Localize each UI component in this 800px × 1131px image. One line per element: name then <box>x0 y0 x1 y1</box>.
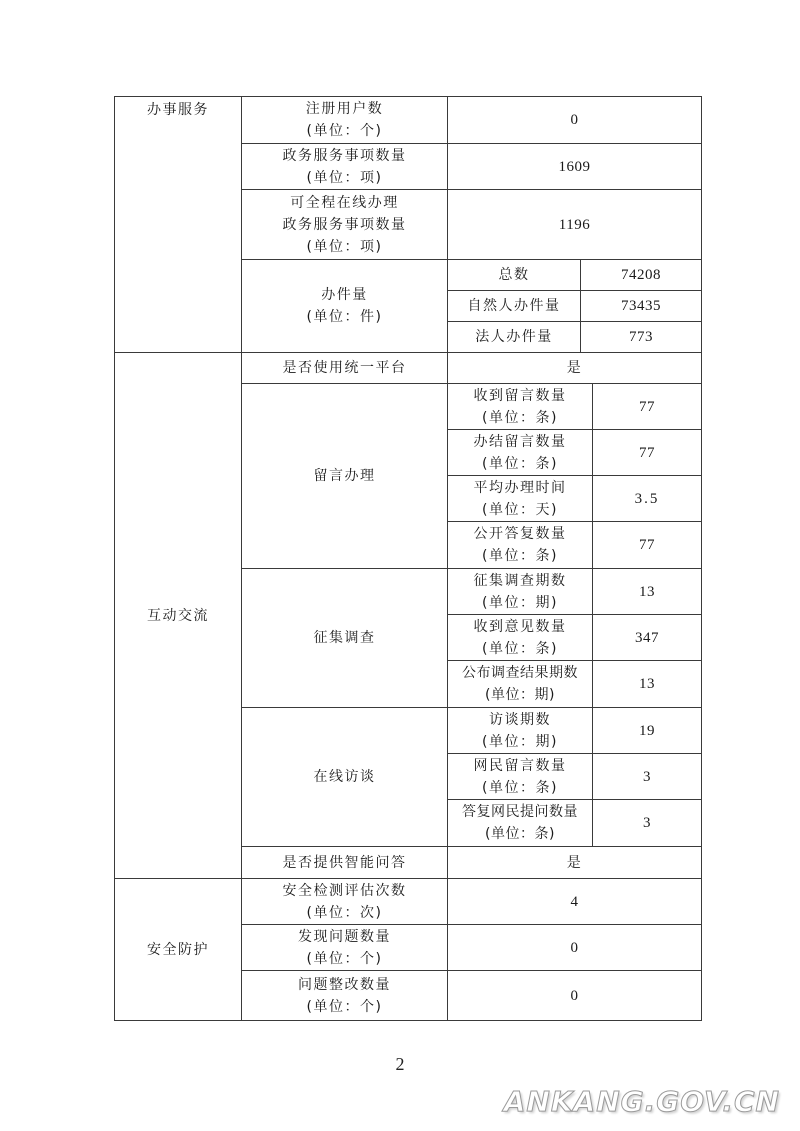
watermark: ANKANG.GOV.CN <box>503 1085 780 1118</box>
section-interaction-label: 互动交流 <box>147 607 209 624</box>
interview-label: 在线访谈 <box>313 769 376 785</box>
interview-periods-value: 19 <box>639 722 655 739</box>
volume-total-value: 74208 <box>621 267 661 283</box>
messages-closed-value: 77 <box>639 444 655 461</box>
service-items-value: 1609 <box>558 158 591 175</box>
service-items-label: 政务服务事项数量 (单位：项) <box>282 147 407 186</box>
interview-replies-label: 答复网民提问数量 (单位：条) <box>462 804 578 842</box>
registered-users-label: 注册用户数 (单位：个) <box>305 101 384 139</box>
unified-platform-value: 是 <box>566 360 583 376</box>
messages-received-value: 77 <box>639 398 655 415</box>
volume-total-label: 总数 <box>498 267 530 283</box>
messages-avg-time-value: 3.5 <box>634 490 660 507</box>
survey-opinions-label: 收到意见数量 (单位：条) <box>473 618 567 657</box>
volume-legal-person-value: 773 <box>629 329 653 345</box>
online-items-value: 1196 <box>558 216 591 233</box>
messages-public-reply-value: 77 <box>639 537 655 553</box>
section-office-label: 办事服务 <box>147 102 209 118</box>
survey-opinions-value: 347 <box>635 629 659 646</box>
survey-periods-label: 征集调查期数 (单位：期) <box>473 572 567 611</box>
volume-natural-person-value: 73435 <box>621 298 661 314</box>
online-items-label: 可全程在线办理 政务服务事项数量 (单位：项) <box>282 194 407 255</box>
messages-closed-label: 办结留言数量 (单位：条) <box>473 433 567 472</box>
interview-periods-label: 访谈期数 (单位：期) <box>482 711 558 750</box>
messages-public-reply-label: 公开答复数量 (单位：条) <box>473 526 567 564</box>
section-security-label: 安全防护 <box>147 941 209 958</box>
page-number: 2 <box>395 1054 405 1074</box>
security-checks-label: 安全检测评估次数 (单位：次) <box>282 882 407 921</box>
volume-legal-person-label: 法人办件量 <box>475 329 553 345</box>
messages-received-label: 收到留言数量 (单位：条) <box>473 387 567 426</box>
smart-qa-value: 是 <box>566 854 583 871</box>
smart-qa-label: 是否提供智能问答 <box>282 854 407 871</box>
interview-netizen-messages-value: 3 <box>643 768 651 785</box>
security-checks-value: 4 <box>570 893 579 910</box>
interview-netizen-messages-label: 网民留言数量 (单位：条) <box>473 757 567 796</box>
messages-avg-time-label: 平均办理时间 (单位：天) <box>473 479 567 518</box>
issues-fixed-value: 0 <box>570 987 579 1004</box>
issues-found-label: 发现问题数量 (单位：个) <box>298 928 391 967</box>
survey-results-value: 13 <box>639 676 655 692</box>
volume-label: 办件量 (单位：件) <box>306 287 383 325</box>
survey-periods-value: 13 <box>639 583 655 600</box>
volume-natural-person-label: 自然人办件量 <box>467 298 561 314</box>
issues-found-value: 0 <box>570 939 579 956</box>
messages-label: 留言办理 <box>313 468 376 484</box>
issues-fixed-label: 问题整改数量 (单位：个) <box>298 976 391 1015</box>
registered-users-value: 0 <box>570 112 579 128</box>
survey-results-label: 公布调查结果期数 (单位：期) <box>462 665 578 703</box>
survey-label: 征集调查 <box>313 630 376 646</box>
unified-platform-label: 是否使用统一平台 <box>282 360 407 376</box>
interview-replies-value: 3 <box>643 815 651 831</box>
